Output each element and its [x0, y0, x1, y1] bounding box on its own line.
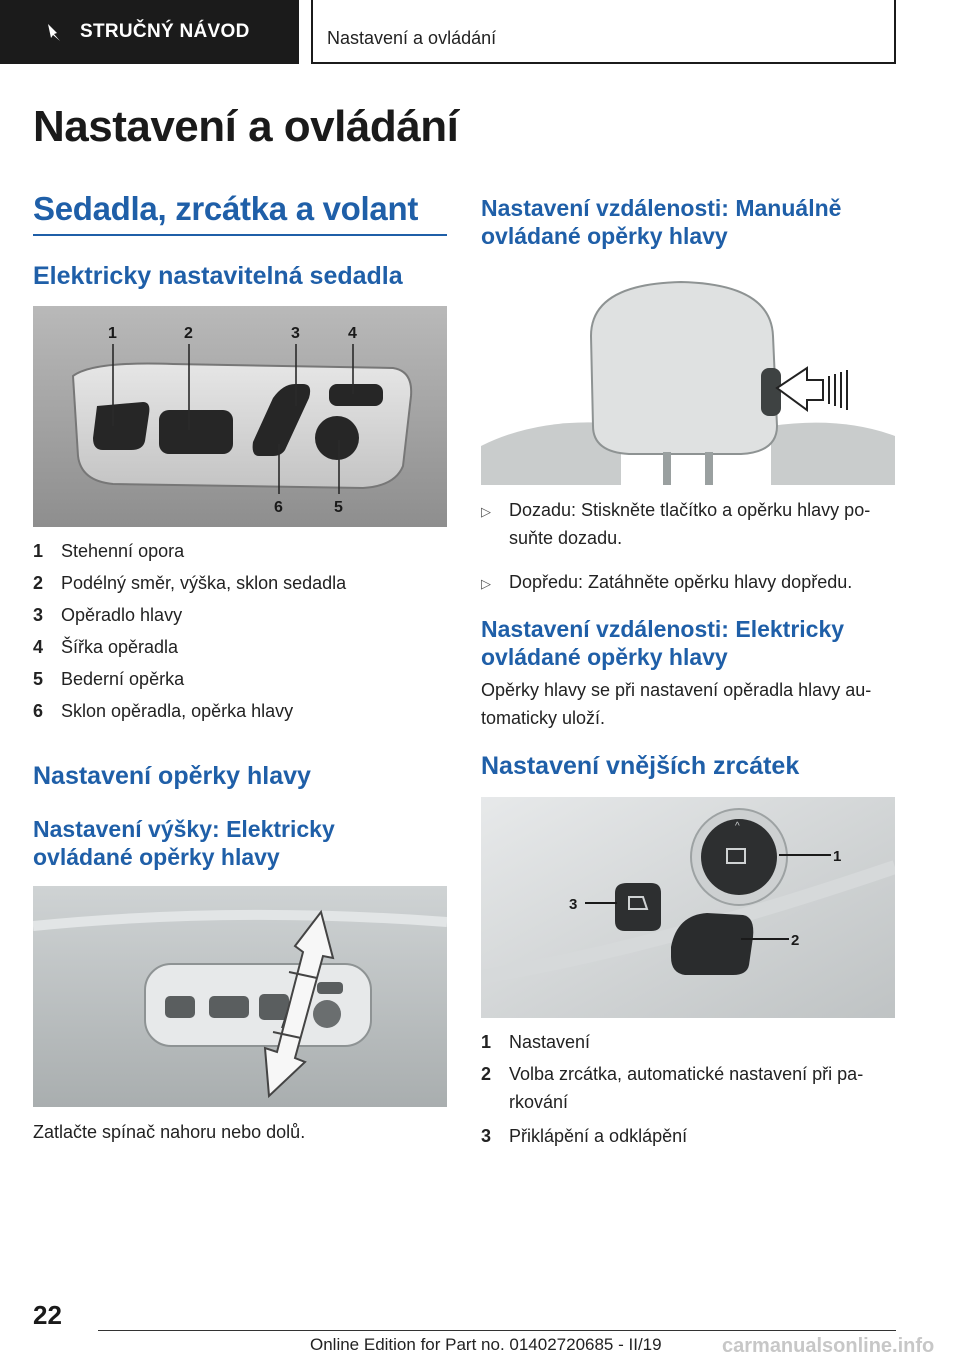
list-item: 1 Nastavení	[481, 1032, 591, 1052]
seats-heading: Elektricky nastavitelná sedadla	[33, 262, 403, 290]
electric-text: Opěrky hlavy se při nastavení opěradla hlavy au‐tomaticky uloží.	[481, 680, 872, 728]
mirror-legend-list	[481, 1026, 895, 1152]
headrest-heading: Nastavení opěrky hlavy	[33, 762, 311, 790]
triangle-bullet-icon: ▷	[481, 576, 491, 591]
section-heading: Sedadla, zrcátka a volant	[33, 190, 419, 227]
manual-headrest-image	[481, 276, 895, 485]
height-heading: Nastavení výšky: Elektricky ovládané opěrky hlavy	[33, 816, 335, 870]
list-item: 4 Šířka opěradla	[33, 637, 179, 657]
list-item: 6 Sklon opěradla, opěrka hlavy	[33, 701, 294, 721]
callout-1: 1	[108, 325, 117, 342]
headrest-switch-image	[33, 886, 447, 1107]
callout-2: 2	[791, 932, 800, 949]
manual-heading: Nastavení vzdálenosti: Manuálně ovládané opěrky hlavy	[481, 195, 842, 249]
height-caption: Zatlačte spínač nahoru nebo dolů.	[33, 1122, 306, 1142]
callout-1: 1	[833, 848, 842, 865]
list-item: 3 Přiklápění a odklápění	[481, 1126, 688, 1146]
header-section: Nastavení a ovládání	[311, 0, 896, 64]
page-title: Nastavení a ovládání	[33, 102, 459, 151]
footer-edition: Online Edition for Part no. 01402720685 - II/19	[310, 1335, 662, 1354]
callout-2: 2	[184, 325, 193, 342]
manual-bullets	[481, 496, 895, 614]
callout-3: 3	[569, 896, 578, 913]
page-number: 22	[33, 1300, 62, 1330]
list-item: 2 Volba zrcátka, automatické nastavení při pa‐rkování	[481, 1064, 864, 1112]
list-item: ▷ Dozadu: Stiskněte tlačítko a opěrku hlavy po‐suňte dozadu.	[481, 496, 895, 552]
mirror-controls-image	[481, 797, 895, 1018]
list-item: 5 Bederní opěrka	[33, 669, 185, 689]
list-item: 2 Podélný směr, výška, sklon sedadla	[33, 573, 347, 593]
electric-heading: Nastavení vzdálenosti: Elektricky ovládané opěrky hlavy	[481, 616, 845, 670]
callout-4: 4	[348, 325, 357, 342]
callout-6: 6	[274, 499, 283, 516]
triangle-bullet-icon: ▷	[481, 504, 491, 519]
svg-text:^: ^	[735, 821, 740, 832]
list-item: ▷ Dopředu: Zatáhněte opěrku hlavy dopředu.	[481, 568, 895, 598]
section-divider	[33, 234, 447, 236]
seat-controls-image	[33, 306, 447, 527]
footer-divider	[98, 1330, 896, 1331]
car-quick-guide-icon	[44, 21, 66, 43]
watermark: carmanualsonline.info	[722, 1335, 935, 1357]
list-item: 3 Opěradlo hlavy	[33, 605, 183, 625]
seat-legend-list	[33, 535, 447, 727]
mirrors-heading: Nastavení vnějších zrcátek	[481, 752, 800, 780]
header-tab-label: STRUČNÝ NÁVOD	[80, 21, 250, 42]
list-item: 1 Stehenní opora	[33, 541, 185, 561]
callout-5: 5	[334, 499, 343, 516]
callout-3: 3	[291, 325, 300, 342]
header-tab[interactable]	[0, 0, 299, 64]
